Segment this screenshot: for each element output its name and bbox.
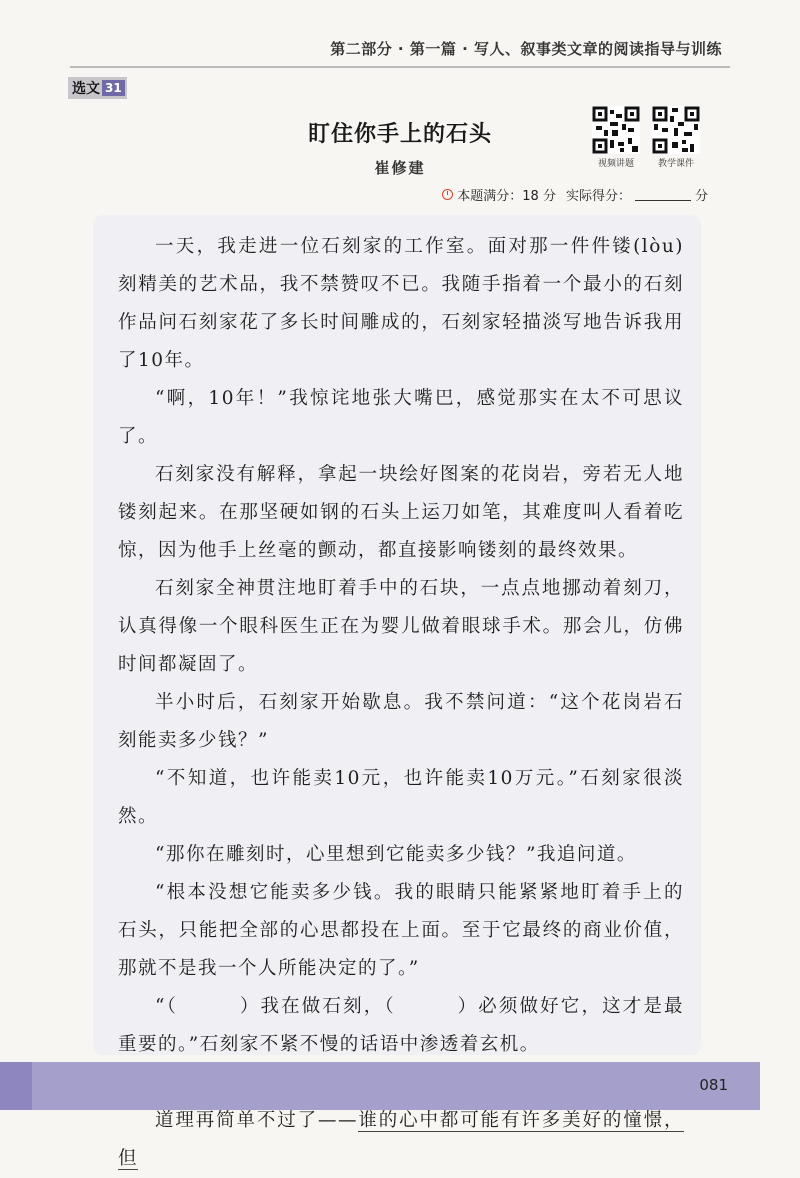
score-blank[interactable] xyxy=(635,188,691,201)
article-author: 崔修建 xyxy=(374,159,426,177)
full-score: 本题满分：18 分 xyxy=(457,189,556,204)
paragraph: “（ ）我在做石刻，（ ）必须做好它，这才是最重要的。”石刻家不紧不慢的话语中渗透着玄机。 xyxy=(118,996,684,1055)
running-header: 第二部分 · 第一篇 · 写人、叙事类文章的阅读指导与训练 xyxy=(330,40,722,58)
header-divider xyxy=(70,66,730,68)
qr-label-courseware: 教学课件 xyxy=(657,159,694,169)
paragraph: “那你在雕刻时，心里想到它能卖多少钱？”我追问道。 xyxy=(155,844,637,865)
underlined-sentence: 谁的心中都可能有许多美好的憧憬，但 xyxy=(118,1110,684,1169)
clock-icon xyxy=(442,189,453,200)
paragraph: “啊，10年！”我惊诧地张大嘴巴，感觉那实在太不可思议了。 xyxy=(118,388,684,447)
paragraph: 石刻家全神贯注地盯着手中的石块，一点点地挪动着刻刀，认真得像一个眼科医生正在为婴儿做着眼球手术。那会儿，仿佛时间都凝固了。 xyxy=(118,578,684,675)
paragraph: 一天，我走进一位石刻家的工作室。面对那一件件镂(lòu)刻精美的艺术品，我不禁赞叹不已。我随手指着一个最小的石刻作品问石刻家花了多长时间雕成的，石刻家轻描淡写地告诉我用了10年。 xyxy=(118,236,684,371)
actual-score-label: 实际得分： xyxy=(565,189,631,204)
paragraph: “根本没想它能卖多少钱。我的眼睛只能紧紧地盯着手上的石头，只能把全部的心思都投在上面。至于它最终的商业价值，那就不是我一个人所能决定的了。” xyxy=(118,882,684,979)
selection-label xyxy=(68,77,127,99)
score-unit: 分 xyxy=(694,189,708,204)
selection-number: 31 xyxy=(102,80,125,96)
score-line xyxy=(442,185,708,204)
footer-band xyxy=(0,1062,760,1110)
paragraph: 石刻家没有解释，拿起一块绘好图案的花岗岩，旁若无人地镂刻起来。在那坚硬如钢的石头上运刀如笔，其难度叫人看着吃惊，因为他手上丝毫的颤动，都直接影响镂刻的最终效果。 xyxy=(118,464,684,561)
paragraph-last xyxy=(118,1102,684,1178)
selection-label-text: 选文 xyxy=(72,81,100,97)
article-title: 盯住你手上的石头 xyxy=(307,122,492,147)
qr-code-icon[interactable] xyxy=(592,106,640,154)
qr-code-icon[interactable] xyxy=(652,106,700,154)
paragraph: 半小时后，石刻家开始歇息。我不禁问道：“这个花岗岩石刻能卖多少钱？” xyxy=(118,692,684,751)
paragraph: “不知道，也许能卖10元，也许能卖10万元。”石刻家很淡然。 xyxy=(118,768,684,827)
article-body xyxy=(118,228,684,1178)
page-number: 081 xyxy=(699,1076,728,1094)
last-paragraph-prefix: 道理再简单不过了—— xyxy=(155,1110,358,1131)
qr-label-video: 视频讲题 xyxy=(597,159,634,169)
